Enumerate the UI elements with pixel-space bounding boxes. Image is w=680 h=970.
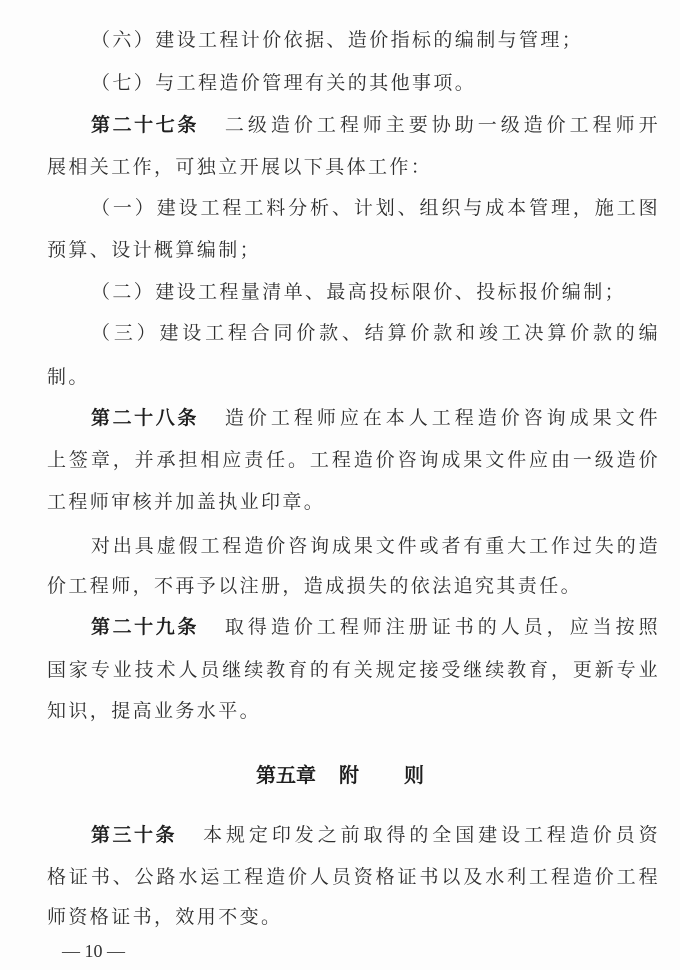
article-27-line: 展相关工作，可独立开展以下具体工作：	[47, 156, 433, 178]
article-29-title: 第二十九条	[91, 616, 199, 638]
article-29-line: 知识，提高业务水平。	[47, 700, 262, 722]
list-item-3-cont: 制。	[47, 366, 90, 388]
article-28-text: 造价工程师应在本人工程造价咨询成果文件	[224, 407, 660, 429]
article-28-line: 工程师审核并加盖执业印章。	[47, 491, 326, 513]
article-28-para2: 对出具虚假工程造价咨询成果文件或者有重大工作过失的造	[91, 535, 660, 557]
article-28-line: 上签章，并承担相应责任。工程造价咨询成果文件应由一级造价	[47, 449, 660, 471]
list-item-2: （二）建设工程量清单、最高投标限价、投标报价编制；	[91, 281, 627, 303]
article-30-line	[91, 822, 660, 848]
chapter-title-word: 附	[339, 763, 359, 787]
chapter-title-word: 则	[403, 763, 424, 787]
article-29-line	[91, 614, 660, 640]
article-27-title: 第二十七条	[91, 114, 199, 136]
article-29-line: 国家专业技术人员继续教育的有关规定接受继续教育，更新专业	[47, 659, 660, 681]
article-30-title: 第三十条	[91, 824, 178, 846]
article-27-line	[91, 112, 660, 138]
article-28-line	[91, 405, 660, 431]
article-27-text: 二级造价工程师主要协助一级造价工程师开	[224, 114, 660, 136]
article-28-para2: 价工程师，不再予以注册，造成损失的依法追究其责任。	[47, 575, 583, 597]
article-30-line: 师资格证书，效用不变。	[47, 906, 283, 928]
article-28-title: 第二十八条	[91, 407, 199, 429]
chapter-number: 第五章	[256, 763, 317, 787]
list-item-1: （一）建设工程工料分析、计划、组织与成本管理，施工图	[91, 197, 660, 219]
list-item-1-cont: 预算、设计概算编制；	[47, 239, 262, 261]
list-item-6: （六）建设工程计价依据、造价指标的编制与管理；	[91, 29, 584, 51]
article-29-text: 取得造价工程师注册证书的人员，应当按照	[224, 616, 660, 638]
list-item-7: （七）与工程造价管理有关的其他事项。	[91, 72, 477, 94]
article-30-text: 本规定印发之前取得的全国建设工程造价员资	[203, 824, 660, 846]
page-number: — 10 —	[62, 941, 125, 961]
article-30-line: 格证书、公路水运工程造价人员资格证书以及水利工程造价工程	[47, 866, 660, 888]
list-item-3: （三）建设工程合同价款、结算价款和竣工决算价款的编	[91, 322, 660, 344]
chapter-heading	[0, 762, 680, 788]
